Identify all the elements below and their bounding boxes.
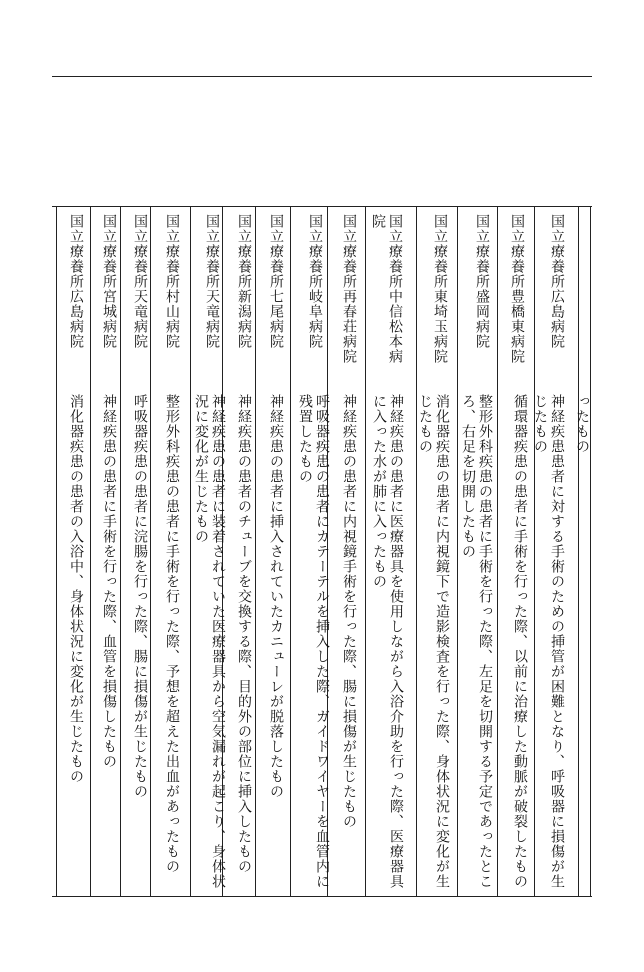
incident-description: 神経疾患患者に対する手術のための挿管が困難となり、呼吸器に損傷が生じたもの	[532, 394, 565, 889]
hospital-name: 国立療養所東埼玉病院	[432, 214, 448, 364]
column-divider	[255, 206, 256, 896]
table-top-rule	[52, 206, 592, 207]
incident-description: 消化器疾患の患者に内視鏡下で造影検査を行った際、身体状況に変化が生じたもの	[417, 394, 450, 889]
hospital-name: 国立療養所豊橋東病院	[509, 214, 525, 364]
incident-description: 循環器疾患の患者に手術を行った際、以前に治療した動脈が破裂したもの	[512, 394, 528, 889]
hospital-name: 国立療養所広島病院	[549, 214, 565, 349]
incident-description: 神経疾患の患者に内視鏡手術を行った際、腸に損傷が生じたもの	[341, 394, 357, 829]
hospital-name: 国立療養所新潟病院	[236, 214, 252, 349]
top-rule	[52, 76, 592, 77]
hospital-name: 国立療養所中信松本病院	[370, 214, 403, 364]
incident-description: 消化器疾患の患者の入浴中、身体状況に変化が生じたもの	[68, 394, 84, 784]
incident-description: 神経疾患の患者のチューブを交換する際、目的外の部位に挿入したもの	[236, 394, 252, 874]
incident-description: 呼吸器疾患の患者に浣腸を行った際、腸に損傷が生じたもの	[132, 394, 148, 799]
hospital-name: 国立療養所再春荘病院	[341, 214, 357, 364]
incident-description: 神経疾患の患者に医療器具を使用しながら入浴介助を行った際、医療器具に入った水が肺に入ったもの	[371, 394, 404, 889]
table-right-border	[590, 206, 591, 896]
incident-description: 整形外科疾患の患者に手術を行った際、左足を切開する予定であったところ、右足を切開したもの	[460, 394, 493, 889]
table-bottom-rule	[52, 896, 592, 897]
hospital-name: 国立療養所盛岡病院	[474, 214, 490, 349]
hospital-name: 国立療養所天竜病院	[204, 214, 220, 349]
incident-description: 神経疾患の患者に手術を行った際、血管を損傷したもの	[101, 394, 117, 769]
hospital-name: 国立療養所天竜病院	[132, 214, 148, 349]
column-divider	[150, 206, 151, 896]
continuation-text: ったもの	[574, 394, 590, 454]
hospital-name: 国立療養所七尾病院	[268, 214, 284, 349]
hospital-name: 国立療養所広島病院	[68, 214, 84, 349]
incident-description: 神経疾患の患者に挿入されていたカニューレが脱落したもの	[268, 394, 284, 799]
hospital-name: 国立療養所宮城病院	[101, 214, 117, 349]
incident-description: 神経疾患の患者に装着されていた医療器具から空気漏れが起こり、身体状況に変化が生じたもの	[193, 394, 226, 889]
hospital-name: 国立療養所岐阜病院	[307, 214, 323, 349]
table-left-border	[56, 206, 57, 896]
hospital-name: 国立療養所村山病院	[164, 214, 180, 349]
column-divider	[90, 206, 91, 896]
incident-description: 整形外科疾患の患者に手術を行った際、予想を超えた出血があったもの	[164, 394, 180, 874]
incident-description: 呼吸器疾患の患者にカテーテルを挿入した際、ガイドワイヤーを血管内に残置したもの	[297, 394, 330, 889]
column-divider	[120, 206, 121, 896]
